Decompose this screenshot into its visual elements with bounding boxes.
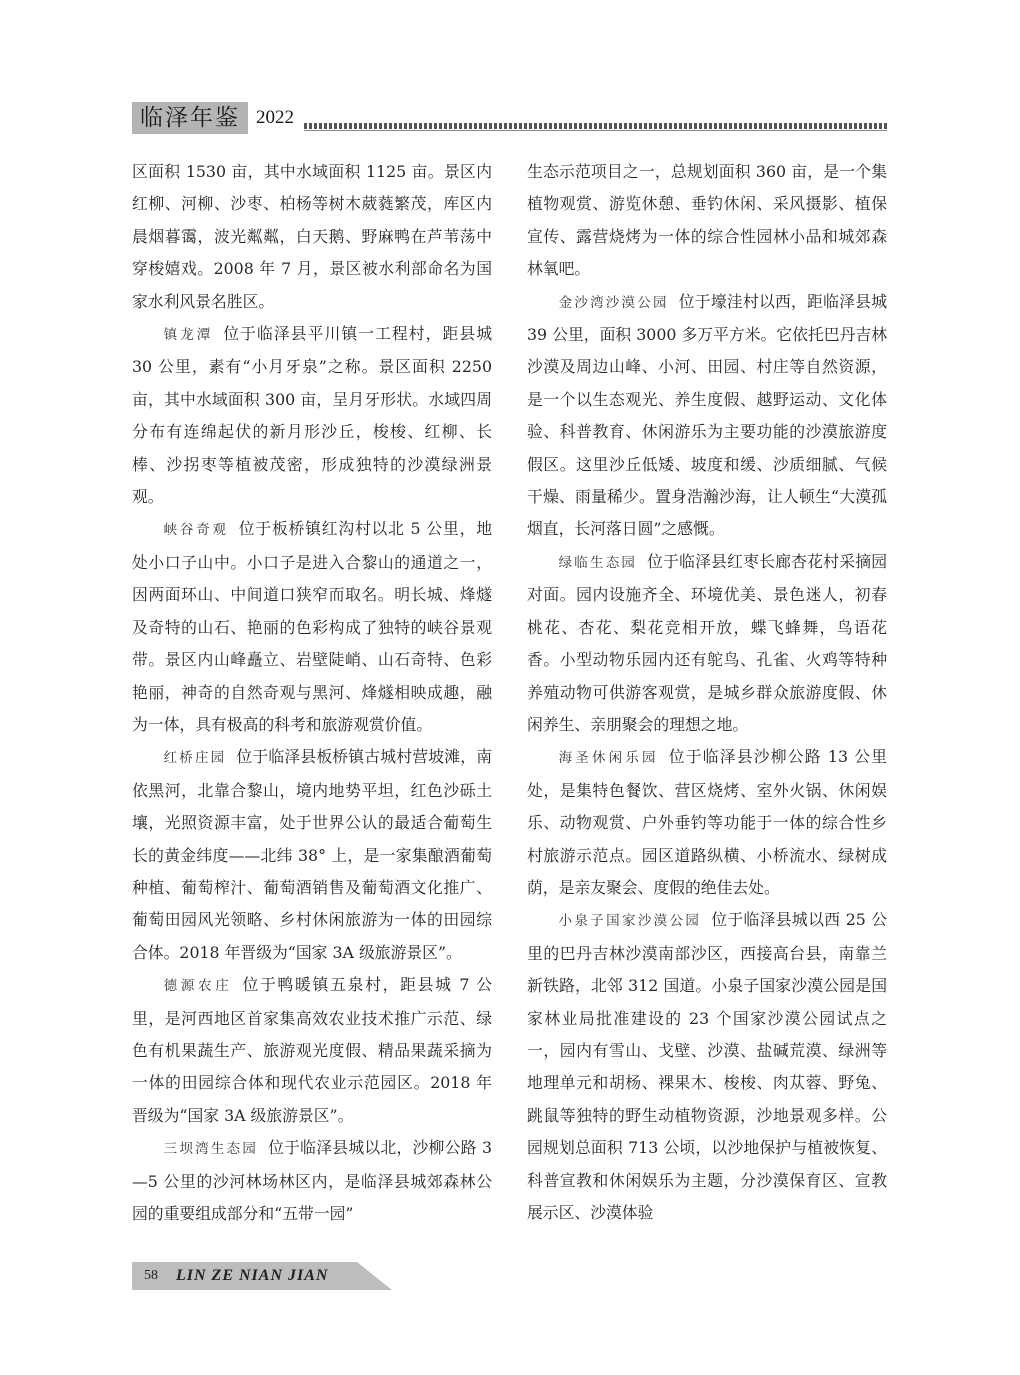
entry-term: 镇龙潭 xyxy=(163,327,214,344)
yearbook-year: 2022 xyxy=(256,107,294,128)
entry-lvlin xyxy=(527,546,887,741)
page-number: 58 xyxy=(144,1268,158,1283)
entry-term: 峡谷奇观 xyxy=(163,522,229,539)
entry-hongqiao xyxy=(132,741,492,969)
right-column xyxy=(527,156,887,1229)
entry-text: 位于鸭暖镇五泉村，距县城 7 公里，是河西地区首家集高效农业技术推广示范、绿色有机果蔬生产、旅游观光度假、精品果蔬采摘为一体的田园综合体和现代农业示范园区。2018 年晋级为“国家 3A 级旅游景区”。 xyxy=(132,975,493,1125)
running-header xyxy=(132,100,887,136)
entry-haisheng xyxy=(527,741,887,904)
entry-term: 绿临生态园 xyxy=(558,554,638,571)
paragraph: 生态示范项目之一，总规划面积 360 亩，是一个集植物观赏、游览休憩、垂钓休闲、采风摄影、植保宣传、露营烧烤为一体的综合性园林小品和城郊森林氧吧。 xyxy=(527,162,887,279)
entry-term: 德源农庄 xyxy=(163,978,233,995)
yearbook-title: 临泽年鉴 xyxy=(132,102,248,134)
entry-text: 位于临泽县沙柳公路 13 公里处，是集特色餐饮、营区烧烤、室外火锅、休闲娱乐、动物观赏、户外垂钓等功能于一体的综合性乡村旅游示范点。园区道路纵横、小桥流水、绿树成荫，是亲友聚会、度假的绝佳去处。 xyxy=(527,747,887,897)
paragraph: 区面积 1530 亩，其中水域面积 1125 亩。景区内红柳、河柳、沙枣、柏杨等树木葳蕤繁茂，库区内晨烟暮霭，波光粼粼，白天鹅、野麻鸭在芦苇荡中穿梭嬉戏。2008 年 7 月，景区被水利部命名为国家水利风景名胜区。 xyxy=(132,162,492,311)
entry-text: 位于临泽县城以北，沙柳公路 3—5 公里的沙河林场林区内，是临泽县城郊森林公园的重要组成部分和“五带一园” xyxy=(132,1138,493,1223)
entry-term: 金沙湾沙漠公园 xyxy=(558,294,669,311)
entry-term: 海圣休闲乐园 xyxy=(558,750,659,767)
entry-term: 三坝湾生态园 xyxy=(163,1141,259,1158)
footer-running-title: LIN ZE NIAN JIAN xyxy=(176,1267,329,1284)
header-decorative-rule xyxy=(304,123,887,129)
entry-term: 红桥庄园 xyxy=(163,750,227,767)
page-footer xyxy=(132,1262,392,1290)
entry-xiaoquanzi xyxy=(527,904,887,1229)
entry-text: 位于板桥镇红沟村以北 5 公里，地处小口子山中。小口子是进入合黎山的通道之一，因两面环山、中间道口狭窄而取名。明长城、烽燧及奇特的山石、艳丽的色彩构成了独特的峡谷景观带。景区内山峰矗立、岩壁陡峭、山石奇特、色彩艳丽，神奇的自然奇观与黑河、烽燧相映成趣，融为一体，具有极高的科考和旅游观赏价值。 xyxy=(132,519,493,734)
entry-text: 位于临泽县平川镇一工程村，距县城 30 公里，素有“小月牙泉”之称。景区面积 2250 亩，其中水域面积 300 亩，呈月牙形状。水域四周分布有连绵起伏的新月形沙丘，梭梭、红柳、长棒、沙拐枣等植被茂密，形成独特的沙漠绿洲景观。 xyxy=(132,324,492,507)
entry-text: 位于临泽县红枣长廊杏花村采摘园对面。园内设施齐全、环境优美、景色迷人，初春桃花、杏花、梨花竞相开放，蝶飞蜂舞，鸟语花香。小型动物乐园内还有鸵鸟、孔雀、火鸡等特种养殖动物可供游客观赏，是城乡群众旅游度假、休闲养生、亲朋聚会的理想之地。 xyxy=(527,551,887,734)
entry-xiagu xyxy=(132,513,492,741)
entry-text: 位于临泽县城以西 25 公里的巴丹吉林沙漠南部沙区，西接高台县，南靠兰新铁路，北邻 312 国道。小泉子国家沙漠公园是国家林业局批准建设的 23 个国家沙漠公园试点之一，园内有雪山、戈壁、沙漠、盐碱荒漠、绿洲等地理单元和胡杨、裸果木、梭梭、肉苁蓉、野兔、跳鼠等独特的野生动植物资源，沙地景观多样。公园规划总面积 713 公顷，以沙地保护与植被恢复、科普宣教和休闲娱乐为主题，分沙漠保育区、宣教展示区、沙漠体验 xyxy=(527,910,887,1222)
entry-text: 位于壕洼村以西，距临泽县城 39 公里，面积 3000 多万平方米。它依托巴丹吉林沙漠及周边山峰、小河、田园、村庄等自然资源，是一个以生态观光、养生度假、越野运动、文化体验、科普教育、休闲游乐为主要功能的沙漠旅游度假区。这里沙丘低矮、坡度和缓、沙质细腻、气候干燥、雨量稀少。置身浩瀚沙海，让人顿生“大漠孤烟直，长河落日圆”之感慨。 xyxy=(527,291,887,539)
entry-deyuan xyxy=(132,969,492,1132)
entry-term: 小泉子国家沙漠公园 xyxy=(558,913,702,930)
header-underline xyxy=(304,130,887,131)
entry-zhenlongtan xyxy=(132,318,492,513)
entry-text: 位于临泽县板桥镇古城村营坡滩，南依黑河，北靠合黎山，境内地势平坦，红色沙砾土壤，光照资源丰富，处于世界公认的最适合葡萄生长的黄金纬度——北纬 38° 上，是一家集酿酒葡萄种植、葡萄榨汁、葡萄酒销售及葡萄酒文化推广、葡萄田园风光领略、乡村休闲旅游为一体的田园综合体。2018 年晋级为“国家 3A 级旅游景区”。 xyxy=(132,747,492,962)
entry-jinshawan xyxy=(527,286,887,546)
entry-sanbawan xyxy=(132,1132,492,1230)
left-column xyxy=(132,156,492,1230)
